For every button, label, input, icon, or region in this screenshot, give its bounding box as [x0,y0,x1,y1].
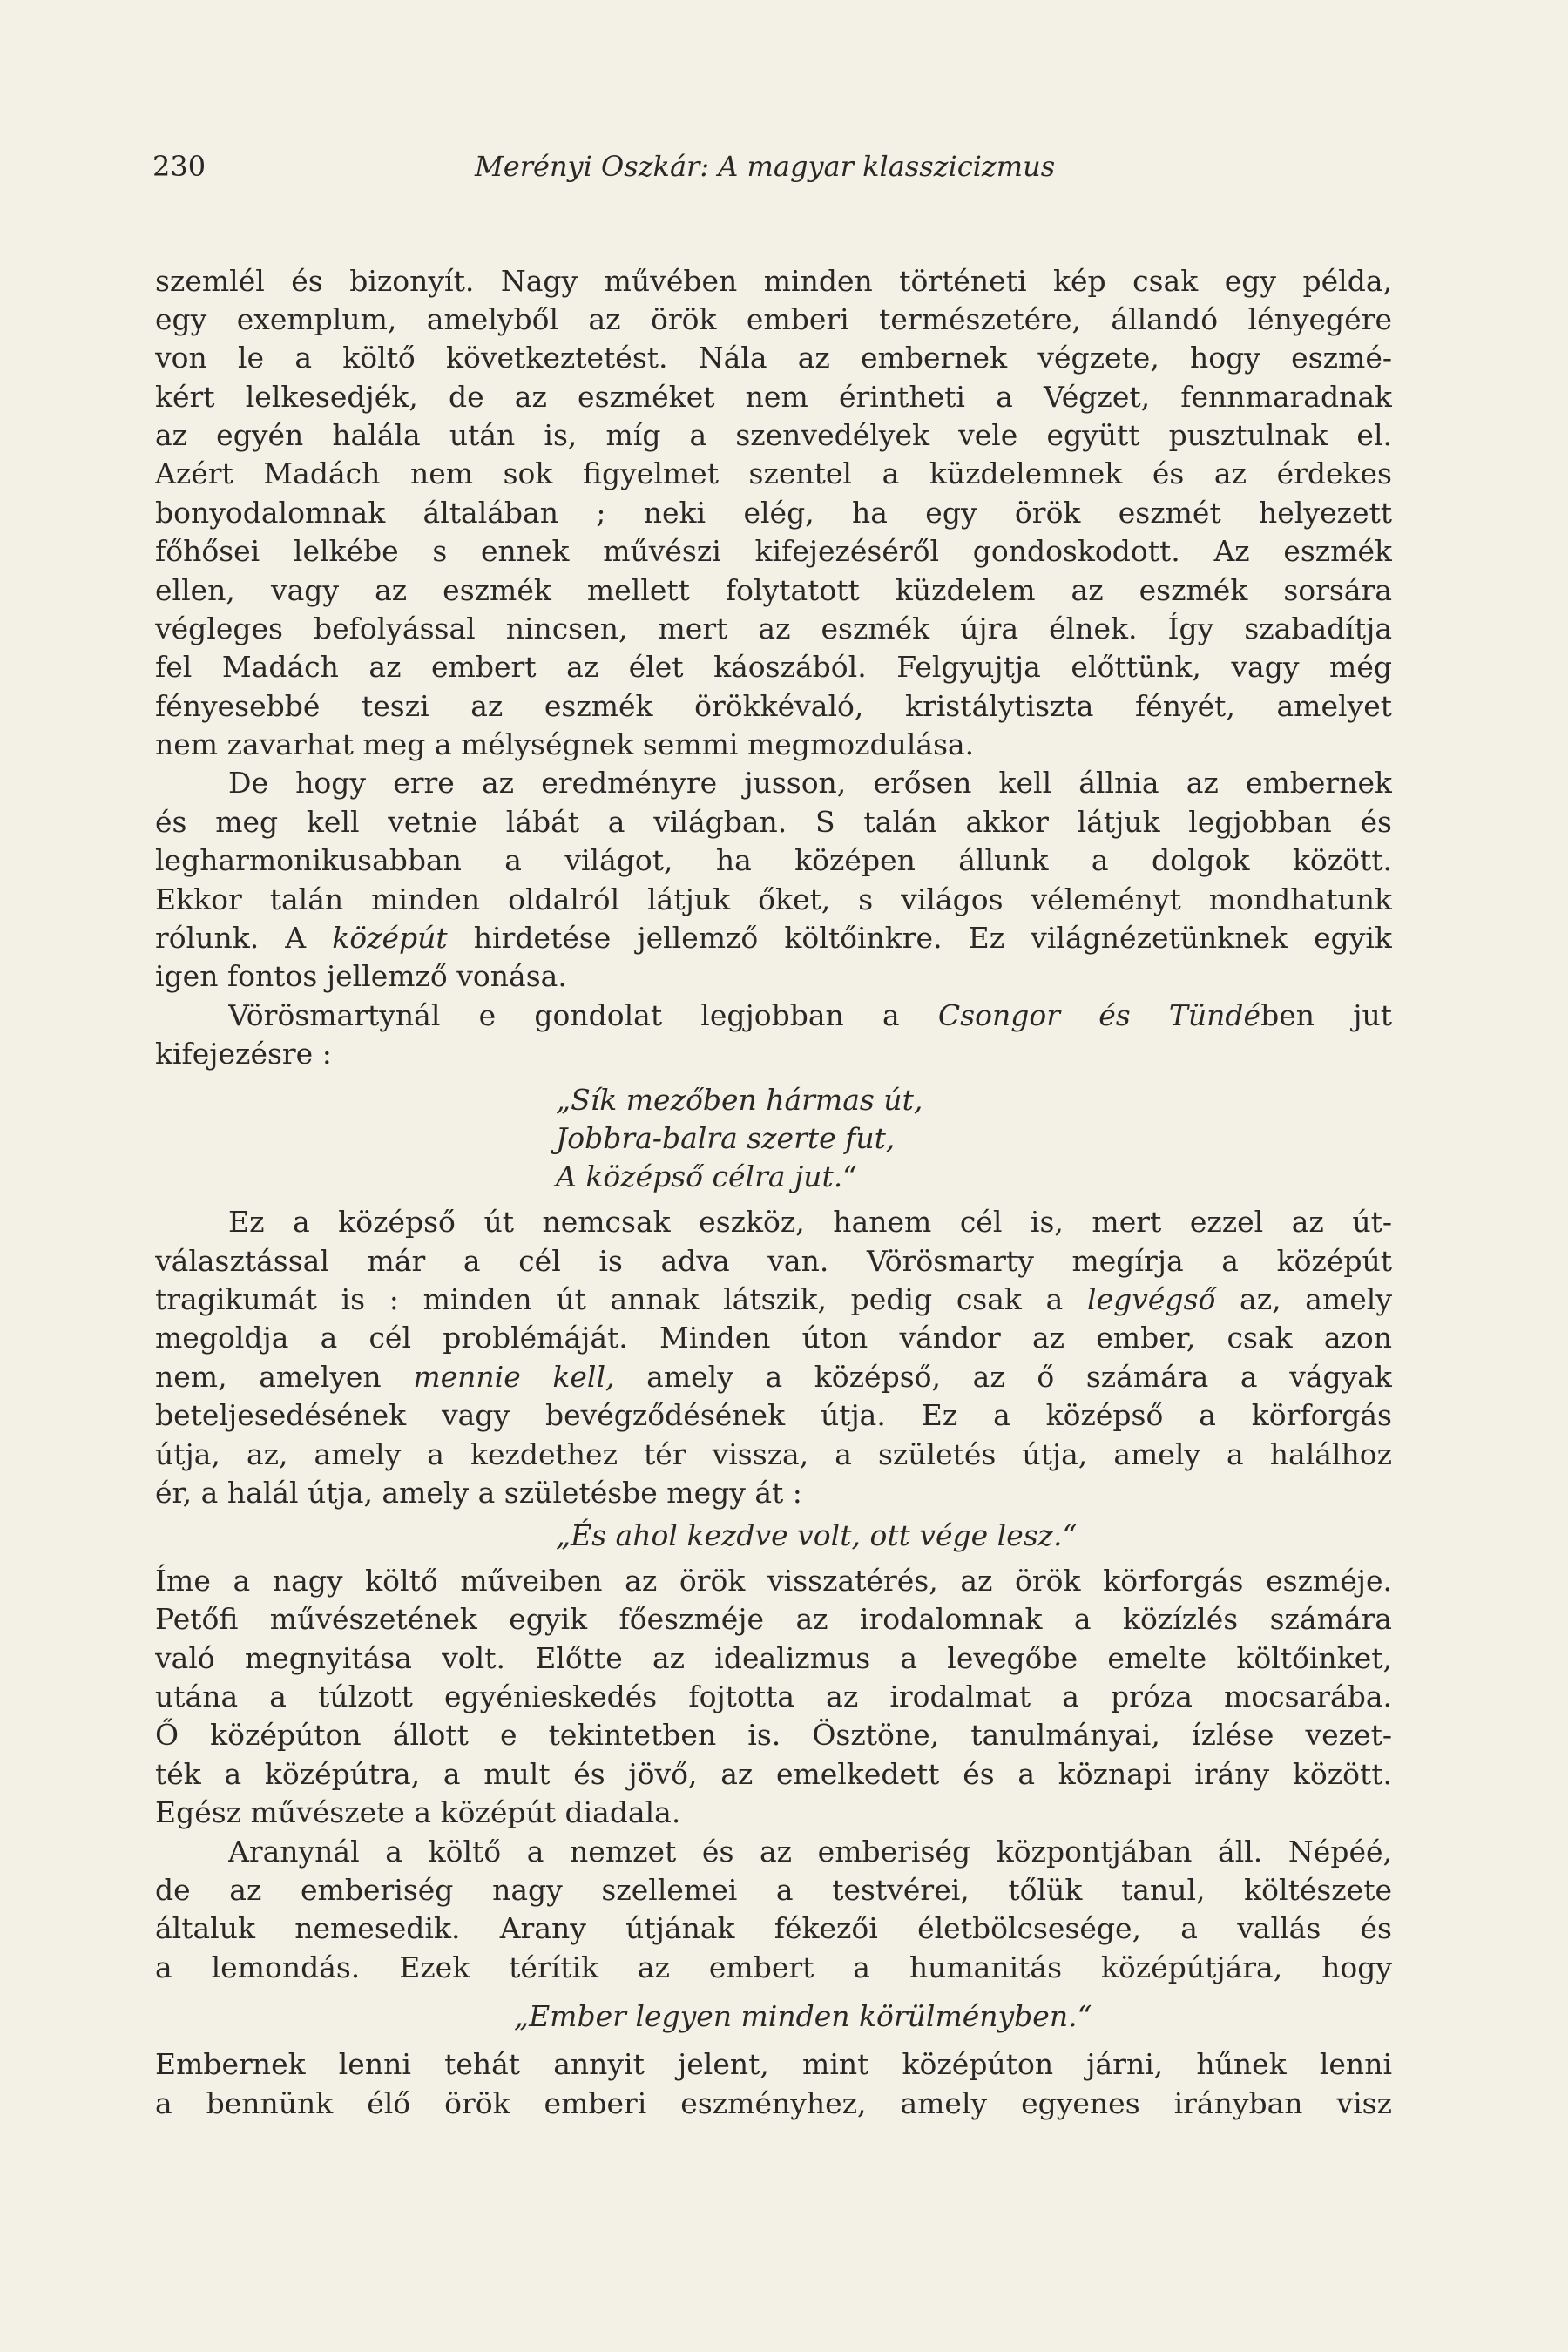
text-line: egy exemplum, amelyből az örök emberi természetére, állandó lényegére [155,302,1392,336]
emphasis: középút [332,921,448,955]
text-line: igen fontos jellemző vonása. [155,959,567,993]
emphasis: legvégső [1087,1282,1216,1316]
text-line: kifejezésre : [155,1037,332,1071]
text-line [155,1355,1392,1399]
text-line [155,916,1392,960]
text-line: von le a költő következtetést. Nála az embernek végzete, hogy eszmé- [155,341,1392,375]
verse-line: „Ember legyen minden körülményben.“ [514,1999,1092,2033]
text-line: utána a túlzott egyénieskedés fojtotta az irodalmat a próza mocsarába. [155,1680,1392,1713]
text-line: kért lelkesedjék, de az eszméket nem érintheti a Végzet, fennmaradnak [155,380,1392,414]
text-line: általuk nemesedik. Arany útjának fékezői életbölcsesége, a vallás és [155,1911,1392,1945]
text-line: Ekkor talán minden oldalról látjuk őket, s világos véleményt mondhatunk [155,882,1392,916]
text-line: Ez a középső út nemcsak eszköz, hanem cél is, mert ezzel az út- [228,1205,1392,1239]
text-line: útja, az, amely a kezdethez tér vissza, a születés útja, amely a halálhoz [155,1437,1392,1471]
text-segment: rólunk. A [155,921,333,955]
emphasis: mennie kell, [413,1360,615,1394]
text-line: bonyodalomnak általában ; neki elég, ha egy örök eszmét helyezett [155,496,1392,530]
text-line: a bennünk élő örök emberi eszményhez, amely egyenes irányban visz [155,2086,1392,2120]
running-title: Merényi Oszkár: A magyar klasszicizmus [475,150,1056,183]
text-line: való megnyitása volt. Előtte az idealizmus a levegőbe emelte költőinket, [155,1641,1392,1675]
emphasis: Csongor és Tündé [937,998,1261,1032]
text-line: de az emberiség nagy szellemei a testvérei, tőlük tanul, költészete [155,1873,1392,1907]
text-segment: amely a középső, az ő számára a vágyak [614,1360,1392,1394]
text-line [155,1278,1392,1321]
text-line: ér, a halál útja, amely a születésbe megy át : [155,1476,802,1510]
text-line: Petőfi művészetének egyik főeszméje az irodalomnak a közízlés számára [155,1602,1392,1636]
text-line: beteljesedésének vagy bevégződésének útja. Ez a középső a körforgás [155,1398,1392,1432]
text-line: végleges befolyással nincsen, mert az eszmék újra élnek. Így szabadítja [155,612,1392,645]
verse-line: „És ahol kezdve volt, ott vége lesz.“ [556,1518,1078,1552]
text-line: az egyén halála után is, míg a szenvedélyek vele együtt pusztulnak el. [155,418,1392,452]
verse-line: „Sík mezőben hármas út, [556,1083,923,1117]
text-segment: Vörösmartynál e gondolat legjobban a [228,998,938,1032]
text-line: megoldja a cél problémáját. Minden úton vándor az ember, csak azon [155,1321,1392,1355]
text-line: Egész művészete a középút diadala. [155,1795,681,1829]
text-line: főhősei lelkébe s ennek művészi kifejezéséről gondoskodott. Az eszmék [155,534,1392,568]
text-line: De hogy erre az eredményre jusson, erősen kell állnia az embernek [228,766,1392,800]
text-line: Íme a nagy költő műveiben az örök visszatérés, az örök körforgás eszméje. [155,1564,1392,1598]
text-segment: hirdetése jellemző költőinkre. Ez világnézetünknek egyik [447,921,1392,955]
text-line: szemlél és bizonyít. Nagy művében minden történeti kép csak egy példa, [155,264,1392,298]
text-line: Aranynál a költő a nemzet és az emberiség központjában áll. Népéé, [228,1835,1392,1869]
text-line: Azért Madách nem sok figyelmet szentel a küzdelemnek és az érdekes [155,456,1392,490]
text-line [228,994,1392,1037]
text-line: nem zavarhat meg a mélységnek semmi megmozdulása. [155,727,975,761]
text-line: fényesebbé teszi az eszmék örökkévaló, kristálytiszta fényét, amelyet [155,689,1392,723]
text-line: és meg kell vetnie lábát a világban. S talán akkor látjuk legjobban és [155,805,1392,839]
text-line: fel Madách az embert az élet káoszából. Felgyujtja előttünk, vagy még [155,650,1392,684]
text-line: Ő középúton állott e tekintetben is. Ösztöne, tanulmányai, ízlése vezet- [155,1718,1392,1752]
page-number: 230 [152,150,206,183]
text-line: Embernek lenni tehát annyit jelent, mint középúton járni, hűnek lenni [155,2047,1392,2081]
text-segment: tragikumát is : minden út annak látszik, pedig csak a [155,1282,1088,1316]
verse-line: Jobbra-balra szerte fut, [556,1121,896,1155]
text-line: ellen, vagy az eszmék mellett folytatott küzdelem az eszmék sorsára [155,573,1392,607]
verse-line: A középső célra jut.“ [556,1159,858,1193]
text-line: a lemondás. Ezek térítik az embert a humanitás középútjára, hogy [155,1950,1392,1984]
text-line: ték a középútra, a mult és jövő, az emelkedett és a köznapi irány között. [155,1757,1392,1791]
page-header [0,150,1568,185]
text-segment: ben jut [1260,998,1392,1032]
text-segment: az, amely [1215,1282,1392,1316]
text-line: választással már a cél is adva van. Vörösmarty megírja a középút [155,1244,1392,1278]
text-line: legharmonikusabban a világot, ha középen állunk a dolgok között. [155,843,1392,877]
text-segment: nem, amelyen [155,1360,414,1394]
